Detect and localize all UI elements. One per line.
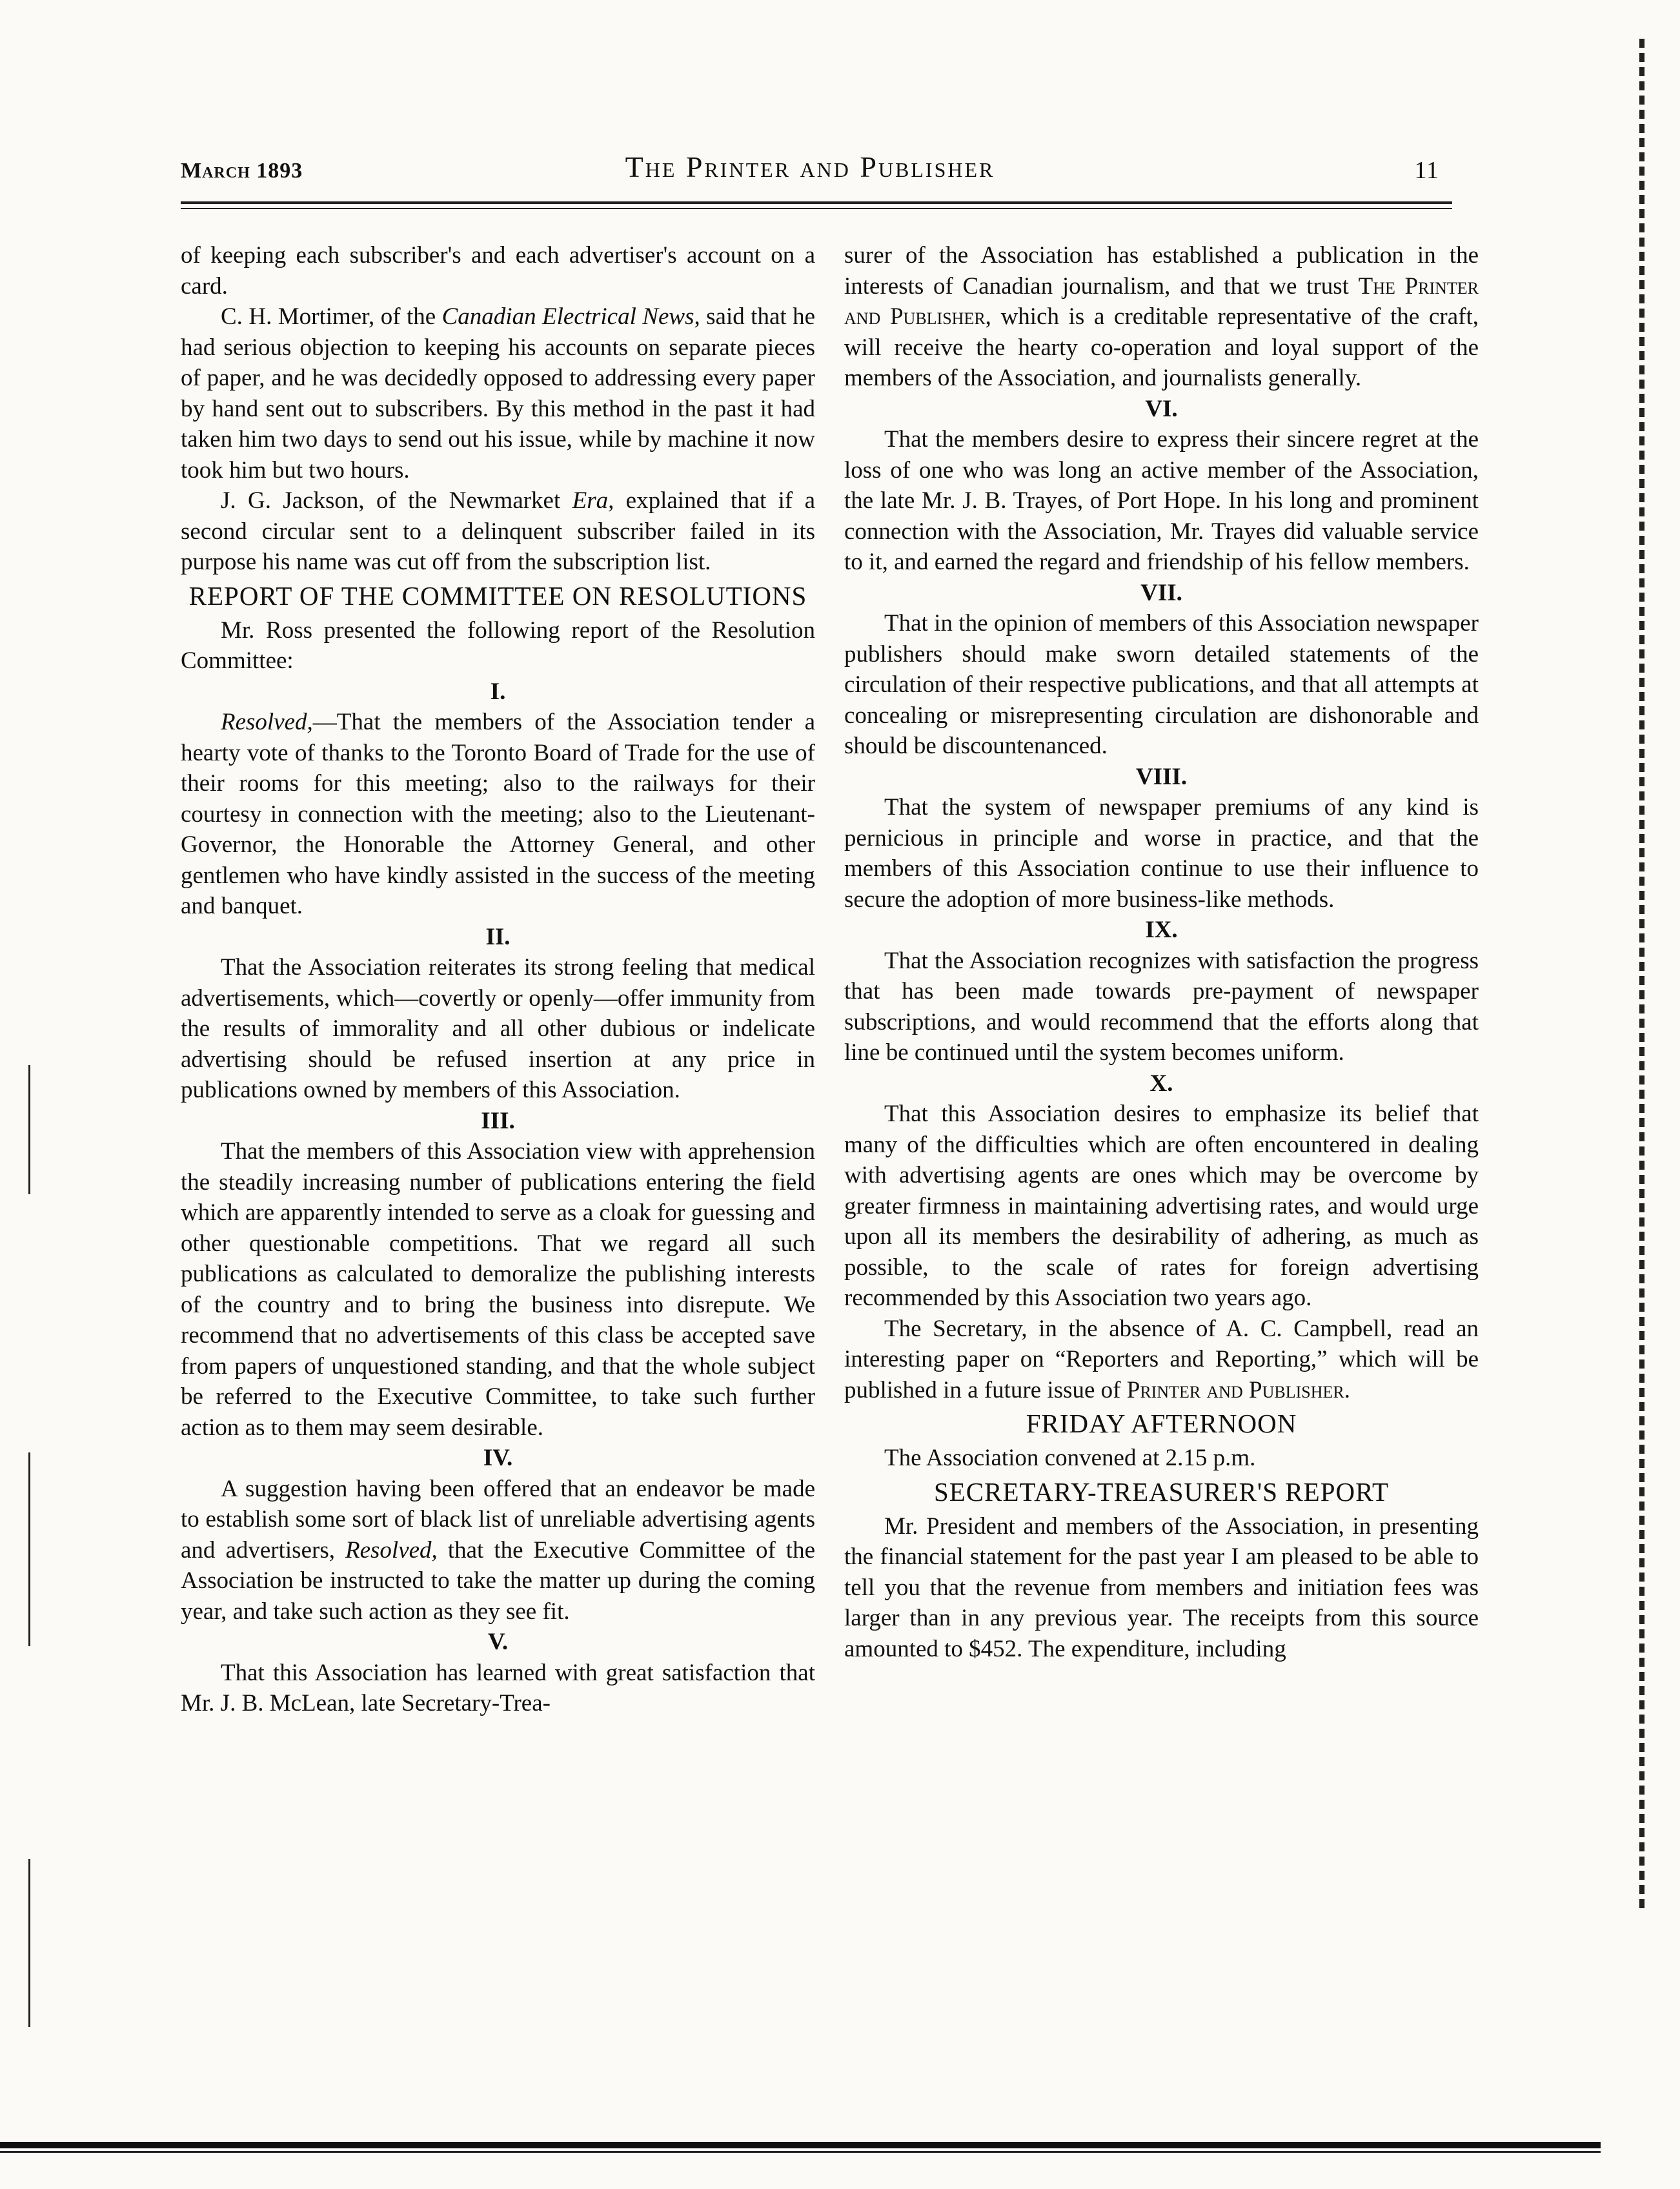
paragraph-ross: Mr. Ross presented the following report of the Resolution Committee: — [181, 616, 815, 674]
resolution-number-7: VII. — [1140, 579, 1182, 606]
resolution-7: That in the opinion of members of this Association newspaper publishers should make sworn detailed statements of the circulation of their respective publications, and that all attempts at concealing or misrepresenting circulation are dishonorable and should be discountenanced. — [844, 610, 1479, 759]
resolution-number-2: II. — [485, 923, 511, 950]
resolution-3: That the members of this Association view with apprehension the steadily increasing number of publications entering the field which are apparently intended to serve as a cloak for guessing and other questionable competitions. That we regard all such publications as calculated to demoralize the publishing interests of the country and to bring the business into disrepute. We recommend that no advertisements of this class be accepted save from papers of unquestioned standing, and that the whole subject be referred to the Executive Committee, to take such further action as to them may seem desirable. — [181, 1138, 815, 1441]
paragraph-text: The Secretary, in the absence of A. C. Campbell, read an interesting paper on “Reporters and Reporting,” which will be published in a future issue of — [844, 1315, 1479, 1403]
resolution-number-4: IV. — [483, 1445, 513, 1471]
paragraph-text: . — [1344, 1376, 1350, 1403]
paragraph-secretary-paper — [844, 1314, 1479, 1406]
publication-name: Printer and Publisher — [1126, 1376, 1344, 1403]
paragraph-text: A suggestion having been offered that an endeavor be made to establish some sort of black list of unreliable advertising agents and advertisers, — [181, 1475, 815, 1563]
resolution-4 — [181, 1474, 815, 1627]
paragraph-financial-statement: Mr. President and members of the Association, in presenting the financial statement for the past year I am pleased to be able to tell you that the revenue from members and initiation fees was larger than in any previous year. The receipts from this source amounted to $452. The expenditure, including — [844, 1512, 1479, 1662]
left-column — [181, 240, 815, 1977]
header-rule-thick — [181, 201, 1452, 204]
publication-name: Era, — [572, 487, 614, 514]
footer-rule-thick — [0, 2142, 1601, 2148]
publication-name: Canadian Electrical News, — [441, 303, 700, 330]
scan-edge-mark — [1639, 39, 1645, 1911]
resolution-1 — [181, 707, 815, 922]
resolution-8: That the system of newspaper premiums of any kind is pernicious in principle and worse in practice, and that the members of this Association continue to use their influence to secure the adoption of more business-like methods. — [844, 794, 1479, 913]
paragraph-convened: The Association convened at 2.15 p.m. — [884, 1445, 1256, 1471]
resolution-number-9: IX. — [1145, 917, 1178, 943]
resolution-number-10: X. — [1149, 1070, 1173, 1097]
paragraph-text: surer of the Association has established a publication in the interests of Canadian journalism, and that we trust — [844, 242, 1479, 300]
resolution-5-start: That this Association has learned with great satisfaction that Mr. J. B. McLean, late Secretary-Trea- — [181, 1659, 815, 1716]
paragraph-jackson — [181, 485, 815, 578]
resolution-number-5: V. — [487, 1629, 509, 1655]
resolution-5-continued — [844, 240, 1479, 394]
resolution-number-1: I. — [490, 678, 506, 705]
paragraph-text: explained that if a second circular sent to a delinquent subscriber failed in its purpose his name was cut off from the subscription list. — [181, 487, 815, 575]
heading-secretary-report: SECRETARY-TREASURER'S REPORT — [933, 1476, 1390, 1507]
heading-friday-afternoon: FRIDAY AFTERNOON — [1026, 1409, 1297, 1438]
resolved-word: Resolved, — [345, 1536, 438, 1563]
margin-mark — [28, 1859, 30, 2027]
header-rule-thin — [181, 208, 1452, 209]
resolution-number-8: VIII. — [1135, 763, 1188, 790]
resolution-6: That the members desire to express their sincere regret at the loss of one who was long an active member of the Association, the late Mr. J. B. Trayes, of Port Hope. In his long and prominent connection with the Association, Mr. Trayes did valuable service to it, and earned the regard and friendship of his fellow members. — [844, 426, 1479, 575]
speaker-name: J. G. Jackson, of the Newmarket — [221, 487, 572, 514]
issue-date: March 1893 — [181, 159, 303, 183]
margin-mark — [28, 1452, 30, 1646]
paragraph-text: that the Executive Committee of the Association be instructed to take the matter up during the coming year, and take such action as they see fit. — [181, 1536, 815, 1625]
speaker-name: C. H. Mortimer, of the — [221, 303, 442, 330]
resolution-number-6: VI. — [1145, 395, 1178, 422]
paragraph-text: , which is a creditable representative of the craft, will receive the hearty co-operation and loyal support of the members of the Association, and journalists generally. — [844, 303, 1479, 391]
paragraph-text: said that he had serious objection to keeping his accounts on separate pieces of paper, and he was decidedly opposed to addressing every paper by hand sent out to subscribers. By this method in the past it had taken him two days to send out his issue, while by machine it now took him but two hours. — [181, 303, 815, 484]
margin-mark — [28, 1065, 30, 1194]
resolution-2: That the Association reiterates its strong feeling that medical advertisements, which—covertly or openly—offer immunity from the results of immorality and all other dubious or indelicate advertising should be refused insertion at any price in publications owned by members of this Association. — [181, 954, 815, 1103]
right-column — [844, 240, 1479, 1977]
resolution-number-3: III. — [481, 1107, 515, 1134]
publication-title: The Printer and Publisher — [625, 150, 995, 183]
resolution-9: That the Association recognizes with satisfaction the progress that has been made towards pre-payment of newspaper subscriptions, and would recommend that the efforts along that line be continued until the system becomes uniform. — [844, 947, 1479, 1066]
paragraph-mortimer — [181, 301, 815, 485]
heading-committee-report: REPORT OF THE COMMITTEE ON RESOLUTIONS — [188, 580, 807, 611]
paragraph-card-accounts: of keeping each subscriber's and each advertiser's account on a card. — [181, 242, 815, 300]
footer-rule-thin — [0, 2151, 1601, 2153]
paragraph-text: —That the members of the Association tender a hearty vote of thanks to the Toronto Board of Trade for the use of their rooms for this meeting; also to the railways for their courtesy in connection with the meeting; also to the Lieutenant-Governor, the Honorable the Attorney General, and other gentlemen who have kindly assisted in the success of the meeting and banquet. — [181, 709, 815, 919]
running-head — [181, 150, 1439, 195]
publication-name: The Printer and Publisher — [844, 272, 1479, 330]
page-number: 11 — [1414, 157, 1439, 184]
resolution-10: That this Association desires to emphasize its belief that many of the difficulties which are often encountered in dealing with advertising agents are ones which may be overcome by greater firmness in maintaining advertising rates, and would urge upon all its members the desirability of adhering, as much as possible, to the scale of rates for foreign advertising recommended by this Association two years ago. — [844, 1101, 1479, 1311]
resolved-word: Resolved, — [221, 709, 313, 735]
